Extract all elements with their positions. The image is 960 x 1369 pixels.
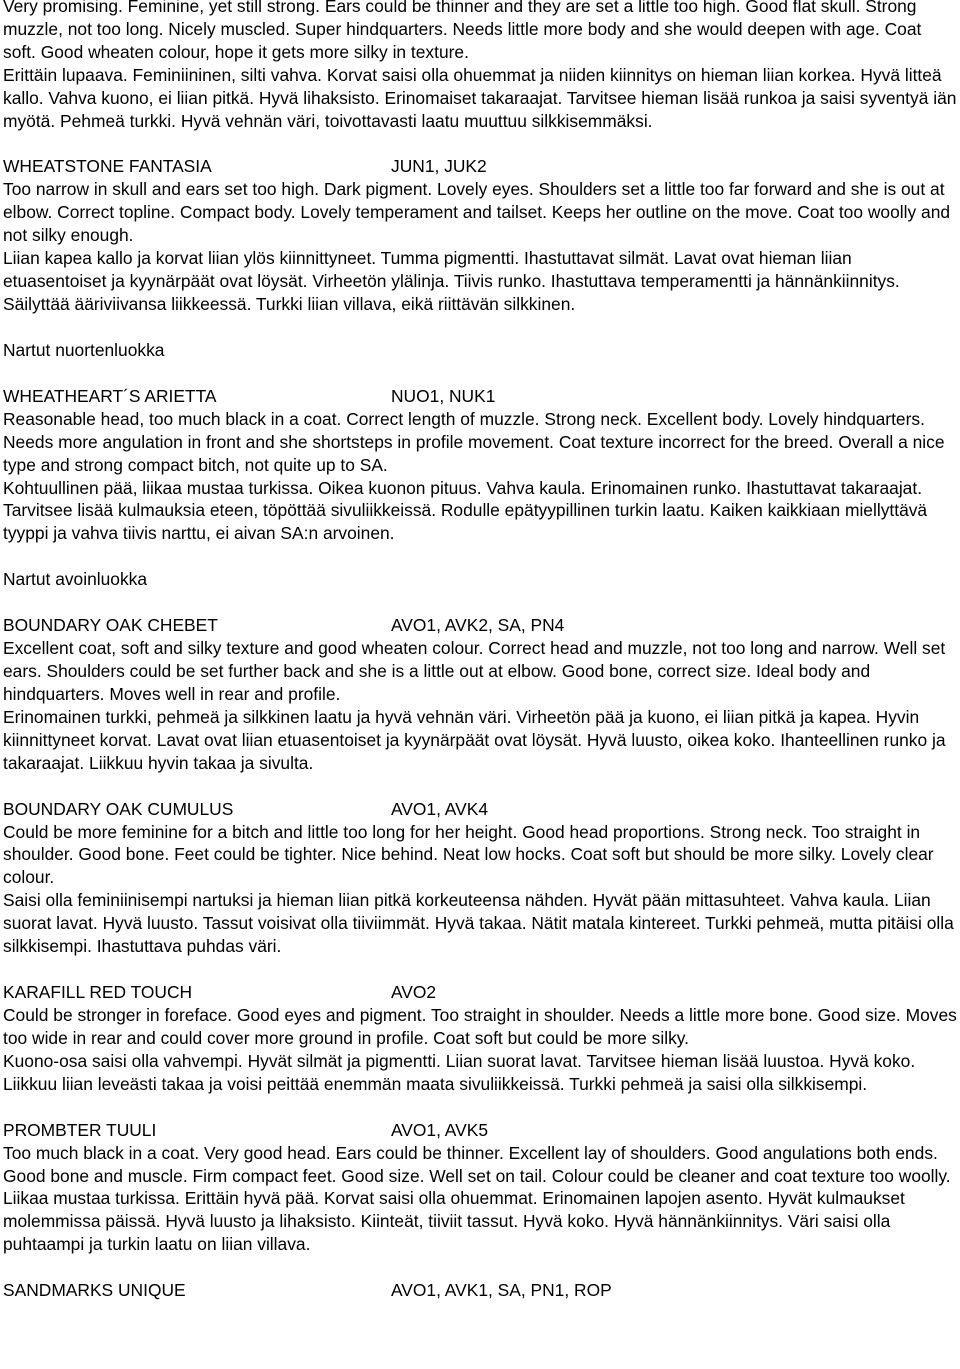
dog-name: PROMBTER TUULI <box>3 1119 157 1140</box>
spacer <box>3 958 958 981</box>
dog-heading <box>3 385 958 408</box>
spacer <box>3 1256 958 1279</box>
dog-result: NUO1, NUK1 <box>391 385 496 406</box>
dog-name: BOUNDARY OAK CHEBET <box>3 615 218 636</box>
dog-result: AVO1, AVK1, SA, PN1, ROP <box>391 1280 612 1301</box>
dog-result: AVO1, AVK2, SA, PN4 <box>391 615 565 636</box>
dog-name: BOUNDARY OAK CUMULUS <box>3 798 234 819</box>
dog-result: AVO1, AVK5 <box>391 1119 488 1140</box>
dog-heading <box>3 155 958 178</box>
critique-english: Too narrow in skull and ears set too high. Dark pigment. Lovely eyes. Shoulders set a little too far forward and she is out at elbow. Correct topline. Compact body. Lovely temperament and tailset. Keeps her outline on the move. Coat too woolly and not silky enough. <box>3 179 951 246</box>
spacer <box>3 362 958 385</box>
critique-finnish: Kohtuullinen pää, liikaa mustaa turkissa. Oikea kuonon pituus. Vahva kaula. Erinomainen runko. Ihastuttavat takaraajat. Tarvitsee lisää kulmauksia eteen, töpöttää sivuliikkeissä. Rodulle epätyypillinen turkin laatu. Kaiken kaikkiaan miellyttävä tyyppi ja vahva tiivis narttu, ei aivan SA:n arvoinen. <box>3 477 928 544</box>
dog-name: WHEATHEART´S ARIETTA <box>3 385 217 406</box>
dog-name: SANDMARKS UNIQUE <box>3 1280 186 1301</box>
critique-finnish: Liian kapea kallo ja korvat liian ylös kiinnittyneet. Tumma pigmentti. Ihastuttavat silmät. Lavat ovat hieman liian etuasentoiset ja kyynärpäät ovat löysät. Virheetön ylälinja. Tiivis runko. Ihastuttava temperamentti ja hännänkiinnitys. Säilyttää ääriviivansa liikkeessä. Turkki liian villava, eikä riittävän silkkinen. <box>3 248 900 314</box>
spacer <box>3 545 958 568</box>
class-heading: Nartut nuortenluokka <box>3 339 165 360</box>
dog-heading <box>3 981 958 1004</box>
critique-english: Could be more feminine for a bitch and little too long for her height. Good head proportions. Strong neck. Too straight in shoulder. Good bone. Feet could be tighter. Nice behind. Neat low hocks. Coat soft but should be more silky. Lovely clear colour. <box>3 821 934 888</box>
critique-english: Reasonable head, too much black in a coat. Correct length of muzzle. Strong neck. Excellent body. Lovely hindquarters. Needs more angulation in front and she shortsteps in profile movement. Coat texture incorrect for the breed. Overall a nice type and strong compact bitch, not quite up to SA. <box>3 408 945 475</box>
class-heading: Nartut avoinluokka <box>3 569 148 590</box>
spacer <box>3 775 958 798</box>
spacer <box>3 316 958 339</box>
dog-result: AVO1, AVK4 <box>391 798 488 819</box>
critique-finnish: Saisi olla feminiinisempi nartuksi ja hieman liian pitkä korkeuteensa nähden. Hyvät pään mittasuhteet. Vahva kaula. Liian suorat lavat. Hyvä luusto. Tassut voisivat olla tiiviimmät. Hyvä takaa. Nätit matala kintereet. Turkki pehmeä, mutta pitäisi olla silkkisempi. Ihastuttava puhdas väri. <box>3 890 954 957</box>
critique-finnish: Erinomainen turkki, pehmeä ja silkkinen laatu ja hyvä vehnän väri. Virheetön pää ja kuono, ei liian pitkä ja kapea. Hyvin kiinnittyneet korvat. Lavat ovat liian etuasentoiset ja kyynärpäät ovat löysät. Hyvä luusto, oikea koko. Ihanteellinen runko ja takaraajat. Liikkuu hyvin takaa ja sivulta. <box>3 706 946 773</box>
spacer <box>3 591 958 614</box>
dog-name: WHEATSTONE FANTASIA <box>3 156 212 177</box>
critique-finnish: Kuono-osa saisi olla vahvempi. Hyvät silmät ja pigmentti. Liian suorat lavat. Tarvitsee hieman lisää luustoa. Hyvä koko. Liikkuu liian leveästi takaa ja voisi peittää enemmän maata sivuliikkeissä. Turkki pehmeä ja saisi olla silkkisempi. <box>3 1050 916 1094</box>
spacer <box>3 1096 958 1119</box>
dog-result: JUN1, JUK2 <box>391 156 487 177</box>
dog-heading <box>3 1119 958 1142</box>
dog-name: KARAFILL RED TOUCH <box>3 982 193 1002</box>
critique-english: Excellent coat, soft and silky texture and good wheaten colour. Correct head and muzzle, not too long and narrow. Well set ears. Shoulders could be set further back and she is a little out at elbow. Good bone, correct size. Ideal body and hindquarters. Moves well in rear and profile. <box>3 638 946 704</box>
intro-english: Very promising. Feminine, yet still strong. Ears could be thinner and they are set a little too high. Good flat skull. Strong muzzle, not too long. Nicely muscled. Super hindquarters. Needs little more body and she would deepen with age. Coat soft. Good wheaten colour, hope it gets more silky in texture. <box>3 0 922 62</box>
intro-finnish: Erittäin lupaava. Feminiininen, silti vahva. Korvat saisi olla ohuemmat ja niiden kiinnitys on hieman liian korkea. Hyvä litteä kallo. Vahva kuono, ei liian pitkä. Hyvä lihaksisto. Erinomaiset takaraajat. Tarvitsee hieman lisää runkoa ja saisi syventyä iän myötä. Pehmeä turkki. Hyvä vehnän väri, toivottavasti laatu muuttuu silkkisemmäksi. <box>3 64 957 131</box>
document-page <box>3 0 958 1302</box>
critique-english: Too much black in a coat. Very good head. Ears could be thinner. Excellent lay of shoulders. Good angulations both ends. Good bone and muscle. Firm compact feet. Good size. Well set on tail. Colour could be cleaner and coat texture too woolly. <box>3 1142 951 1186</box>
critique-english: Could be stronger in foreface. Good eyes and pigment. Too straight in shoulder. Needs a little more bone. Good size. Moves too wide in rear and could cover more ground in profile. Coat soft but could be more silky. <box>3 1005 957 1048</box>
dog-result: AVO2 <box>391 982 437 1002</box>
critique-finnish: Liikaa mustaa turkissa. Erittäin hyvä pää. Korvat saisi olla ohuemmat. Erinomainen lapojen asento. Hyvät kulmaukset molemmissa päissä. Hyvä luusto ja lihaksisto. Kiinteät, tiiviit tassut. Hyvä koko. Hyvä hännänkiinnitys. Väri saisi olla puhtaampi ja turkin laatu on liian villava. <box>3 1188 905 1255</box>
dog-heading <box>3 614 958 637</box>
spacer <box>3 132 958 155</box>
dog-heading <box>3 798 958 821</box>
dog-heading <box>3 1279 958 1302</box>
